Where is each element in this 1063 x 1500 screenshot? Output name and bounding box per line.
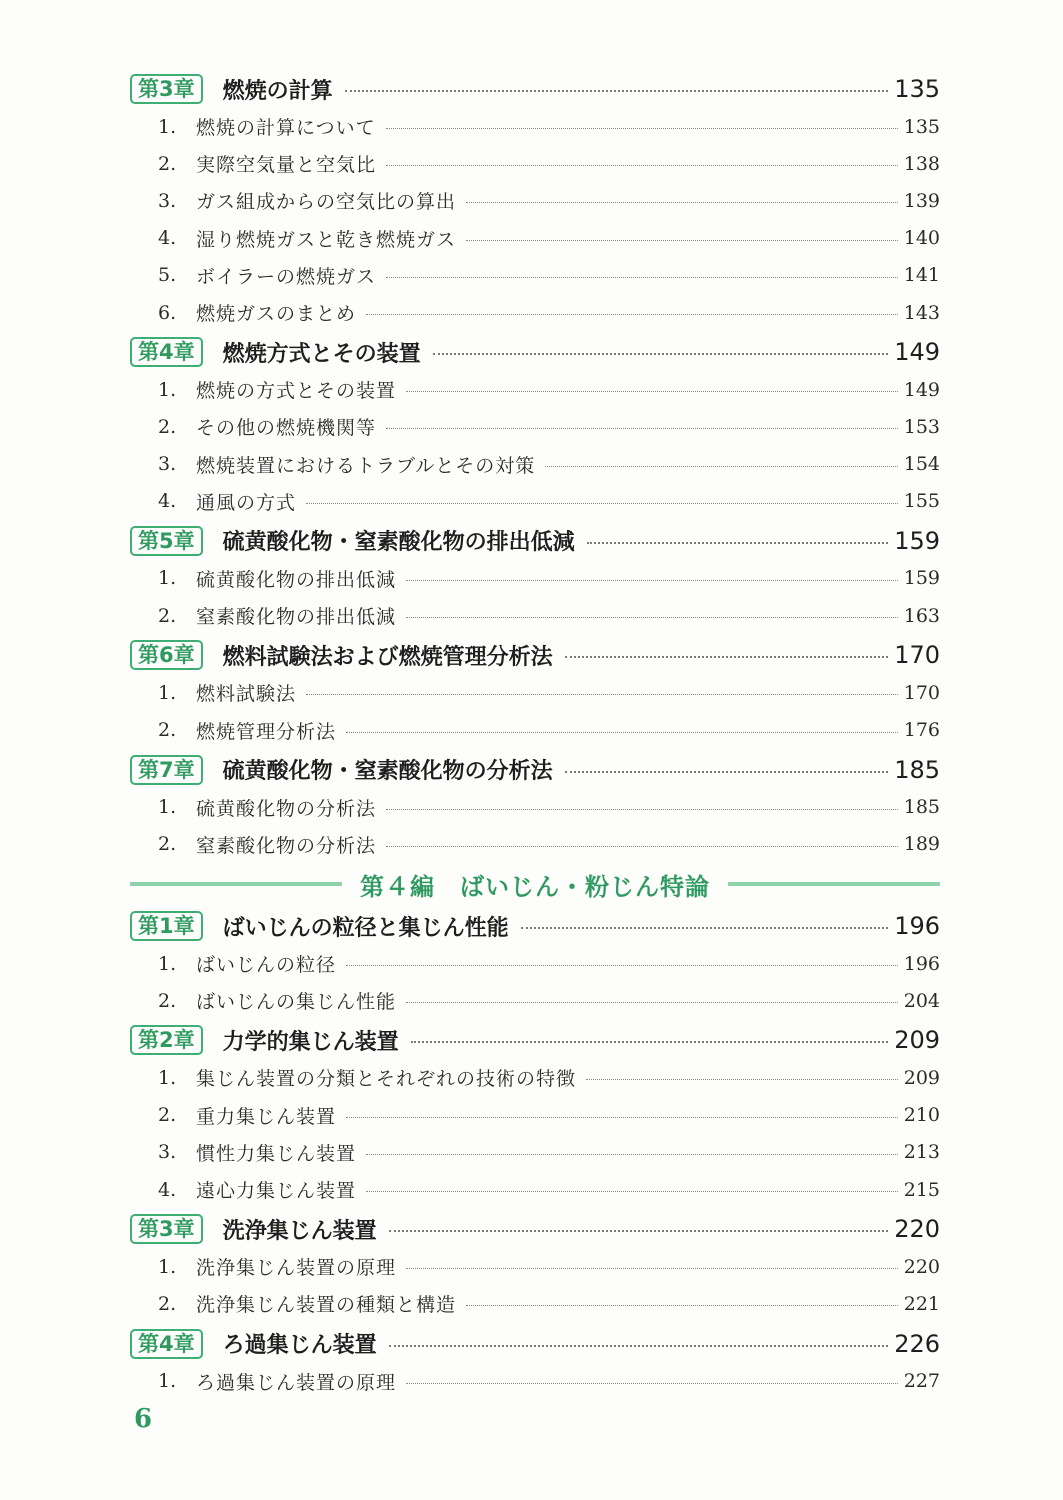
chapter-title: 燃焼方式とその装置 <box>222 341 421 367</box>
toc-section-row[interactable] <box>130 257 940 294</box>
dot-leader <box>521 927 889 929</box>
section-title: 集じん装置の分類とそれぞれの技術の特徴 <box>196 1068 577 1091</box>
section-number: 2. <box>158 989 177 1012</box>
part-rule-right <box>728 882 940 886</box>
chapter-page: 226 <box>894 1329 940 1358</box>
section-page: 227 <box>903 1370 940 1393</box>
section-page: 149 <box>903 378 940 401</box>
dot-leader <box>389 1230 889 1232</box>
section-number: 1. <box>158 952 177 975</box>
toc-section-row[interactable] <box>130 560 940 597</box>
toc-chapter-row[interactable] <box>130 751 940 789</box>
dot-leader <box>345 90 889 92</box>
toc-section-row[interactable] <box>130 108 940 145</box>
section-page: 141 <box>903 264 940 287</box>
section-page: 221 <box>903 1292 940 1315</box>
section-page: 155 <box>903 490 940 513</box>
section-number: 4. <box>158 1178 177 1201</box>
section-number: 2. <box>158 719 177 742</box>
dot-leader <box>346 732 898 733</box>
dot-leader <box>586 1079 898 1080</box>
dot-leader <box>346 1117 898 1118</box>
part-rule-left <box>130 882 342 886</box>
toc-section-row[interactable] <box>130 711 940 748</box>
section-title: その他の燃焼機関等 <box>196 417 377 440</box>
toc-section-row[interactable] <box>130 220 940 257</box>
toc-chapter-row[interactable] <box>130 1325 940 1363</box>
toc-section-row[interactable] <box>130 789 940 826</box>
chapter-badge: 第2章 <box>130 1025 203 1055</box>
dot-leader <box>406 1002 898 1003</box>
section-title: 燃焼管理分析法 <box>196 720 337 743</box>
section-number: 1. <box>158 796 177 819</box>
section-page: 204 <box>903 989 940 1012</box>
section-title: 重力集じん装置 <box>196 1105 337 1128</box>
toc-section-row[interactable] <box>130 408 940 445</box>
section-number: 2. <box>158 1104 177 1127</box>
dot-leader <box>411 1041 889 1043</box>
toc-section-row[interactable] <box>130 145 940 182</box>
dot-leader <box>389 1345 889 1347</box>
section-title: ボイラーの燃焼ガス <box>196 265 377 288</box>
section-number: 1. <box>158 681 177 704</box>
section-title: ばいじんの集じん性能 <box>196 991 397 1014</box>
dot-leader <box>565 656 889 658</box>
dot-leader <box>366 314 898 315</box>
section-title: 燃焼ガスのまとめ <box>196 303 357 326</box>
section-title: 遠心力集じん装置 <box>196 1180 357 1203</box>
chapter-badge: 第1章 <box>130 911 203 941</box>
chapter-page: 159 <box>894 526 940 555</box>
section-title: 窒素酸化物の排出低減 <box>196 606 397 629</box>
dot-leader <box>466 1305 898 1306</box>
section-title: 硫黄酸化物の排出低減 <box>196 568 397 591</box>
section-page: 153 <box>903 415 940 438</box>
dot-leader <box>366 1191 898 1192</box>
chapter-title: 硫黄酸化物・窒素酸化物の分析法 <box>222 759 553 785</box>
section-number: 5. <box>158 264 177 287</box>
chapter-page: 149 <box>894 338 940 367</box>
section-title: 通風の方式 <box>196 491 297 514</box>
toc-section-row[interactable] <box>130 1248 940 1285</box>
section-number: 6. <box>158 301 177 324</box>
dot-leader <box>406 391 898 392</box>
section-page: 176 <box>903 719 940 742</box>
section-number: 2. <box>158 1292 177 1315</box>
section-page: 215 <box>903 1178 940 1201</box>
section-number: 3. <box>158 453 177 476</box>
section-title: 燃焼装置におけるトラブルとその対策 <box>196 454 536 477</box>
chapter-page: 135 <box>894 75 940 103</box>
dot-leader <box>433 353 889 355</box>
chapter-page: 185 <box>894 755 940 784</box>
toc-chapter-row[interactable] <box>130 522 940 560</box>
dot-leader <box>587 542 889 544</box>
section-page: 209 <box>903 1066 940 1089</box>
dot-leader <box>466 240 898 241</box>
part-heading <box>130 863 940 905</box>
section-page: 210 <box>903 1104 940 1127</box>
dot-leader <box>306 694 898 695</box>
chapter-page: 209 <box>894 1026 940 1055</box>
section-page: 189 <box>903 833 940 856</box>
section-title: 硫黄酸化物の分析法 <box>196 797 377 820</box>
dot-leader <box>386 165 898 166</box>
toc-section-row[interactable] <box>130 674 940 711</box>
dot-leader <box>406 617 898 618</box>
section-page: 170 <box>903 681 940 704</box>
section-number: 1. <box>158 1255 177 1278</box>
section-number: 2. <box>158 604 177 627</box>
toc-chapter-row[interactable] <box>130 333 940 371</box>
dot-leader <box>386 846 898 847</box>
dot-leader <box>366 1154 898 1155</box>
table-of-contents <box>130 68 940 1400</box>
toc-section-row[interactable] <box>130 1363 940 1400</box>
chapter-title: 燃焼の計算 <box>222 78 333 104</box>
chapter-badge: 第6章 <box>130 640 203 670</box>
dot-leader <box>406 1268 898 1269</box>
chapter-badge: 第3章 <box>130 74 203 104</box>
section-title: 燃料試験法 <box>196 683 297 706</box>
toc-section-row[interactable] <box>130 1134 940 1171</box>
section-number: 2. <box>158 415 177 438</box>
section-number: 1. <box>158 1066 177 1089</box>
chapter-title: 燃料試験法および燃焼管理分析法 <box>222 644 553 670</box>
toc-section-row[interactable] <box>130 826 940 863</box>
dot-leader <box>565 771 889 773</box>
toc-section-row[interactable] <box>130 182 940 219</box>
section-title: ろ過集じん装置の原理 <box>196 1371 397 1394</box>
section-title: 洗浄集じん装置の種類と構造 <box>196 1294 457 1317</box>
dot-leader <box>386 809 898 810</box>
toc-chapter-row[interactable] <box>130 907 940 945</box>
toc-section-row[interactable] <box>130 945 940 982</box>
section-page: 139 <box>903 189 940 212</box>
toc-section-row[interactable] <box>130 1059 940 1096</box>
section-title: 湿り燃焼ガスと乾き燃焼ガス <box>196 228 457 251</box>
section-title: 燃焼の方式とその装置 <box>196 380 397 403</box>
section-page: 163 <box>903 604 940 627</box>
dot-leader <box>406 1383 898 1384</box>
dot-leader <box>386 128 898 129</box>
section-page: 135 <box>903 115 940 138</box>
toc-chapter-row[interactable] <box>130 636 940 674</box>
dot-leader <box>545 466 897 467</box>
section-title: 窒素酸化物の分析法 <box>196 834 377 857</box>
chapter-title: ろ過集じん装置 <box>222 1333 377 1358</box>
section-title: 燃焼の計算について <box>196 117 376 140</box>
section-page: 159 <box>903 567 940 590</box>
toc-section-row[interactable] <box>130 1097 940 1134</box>
toc-section-row[interactable] <box>130 1171 940 1208</box>
chapter-page: 196 <box>894 912 940 940</box>
section-page: 220 <box>903 1255 940 1278</box>
section-number: 3. <box>158 189 177 212</box>
chapter-badge: 第5章 <box>130 526 203 556</box>
toc-section-row[interactable] <box>130 597 940 634</box>
toc-section-row[interactable] <box>130 446 940 483</box>
chapter-title: 洗浄集じん装置 <box>222 1218 377 1244</box>
section-page: 140 <box>903 227 940 250</box>
section-number: 1. <box>158 567 177 590</box>
section-number: 2. <box>158 833 177 856</box>
section-title: 実際空気量と空気比 <box>196 154 377 177</box>
section-page: 138 <box>903 152 940 175</box>
toc-section-row[interactable] <box>130 294 940 331</box>
chapter-title: ばいじんの粒径と集じん性能 <box>222 915 509 941</box>
chapter-title: 硫黄酸化物・窒素酸化物の排出低減 <box>222 530 575 556</box>
dot-leader <box>386 277 898 278</box>
section-number: 4. <box>158 227 177 250</box>
page-number: 6 <box>134 1404 153 1434</box>
section-page: 154 <box>903 453 940 476</box>
chapter-page: 170 <box>894 641 940 670</box>
section-number: 1. <box>158 115 177 138</box>
section-page: 213 <box>903 1141 940 1164</box>
toc-chapter-row[interactable] <box>130 1021 940 1059</box>
toc-section-row[interactable] <box>130 483 940 520</box>
section-number: 2. <box>158 152 177 175</box>
chapter-badge: 第3章 <box>130 1214 203 1244</box>
part-title: 第４編 ばいじん・粉じん特論 <box>360 872 710 901</box>
chapter-badge: 第7章 <box>130 755 203 785</box>
section-number: 3. <box>158 1141 177 1164</box>
chapter-badge: 第4章 <box>130 337 203 367</box>
section-title: 慣性力集じん装置 <box>196 1142 357 1165</box>
chapter-page: 220 <box>894 1215 940 1244</box>
dot-leader <box>306 503 898 504</box>
toc-chapter-row[interactable] <box>130 70 940 108</box>
dot-leader <box>466 202 898 203</box>
section-title: 洗浄集じん装置の原理 <box>196 1257 397 1280</box>
dot-leader <box>386 428 898 429</box>
section-page: 143 <box>903 301 940 324</box>
toc-section-row[interactable] <box>130 982 940 1019</box>
section-title: ガス組成からの空気比の算出 <box>196 191 457 214</box>
section-number: 4. <box>158 490 177 513</box>
toc-section-row[interactable] <box>130 371 940 408</box>
dot-leader <box>406 580 898 581</box>
section-title: ばいじんの粒径 <box>196 954 337 977</box>
chapter-badge: 第4章 <box>130 1329 203 1359</box>
toc-section-row[interactable] <box>130 1285 940 1322</box>
toc-chapter-row[interactable] <box>130 1210 940 1248</box>
section-page: 185 <box>903 796 940 819</box>
chapter-title: 力学的集じん装置 <box>222 1029 399 1055</box>
dot-leader <box>346 965 898 966</box>
section-page: 196 <box>903 952 940 975</box>
section-number: 1. <box>158 378 177 401</box>
section-number: 1. <box>158 1370 177 1393</box>
